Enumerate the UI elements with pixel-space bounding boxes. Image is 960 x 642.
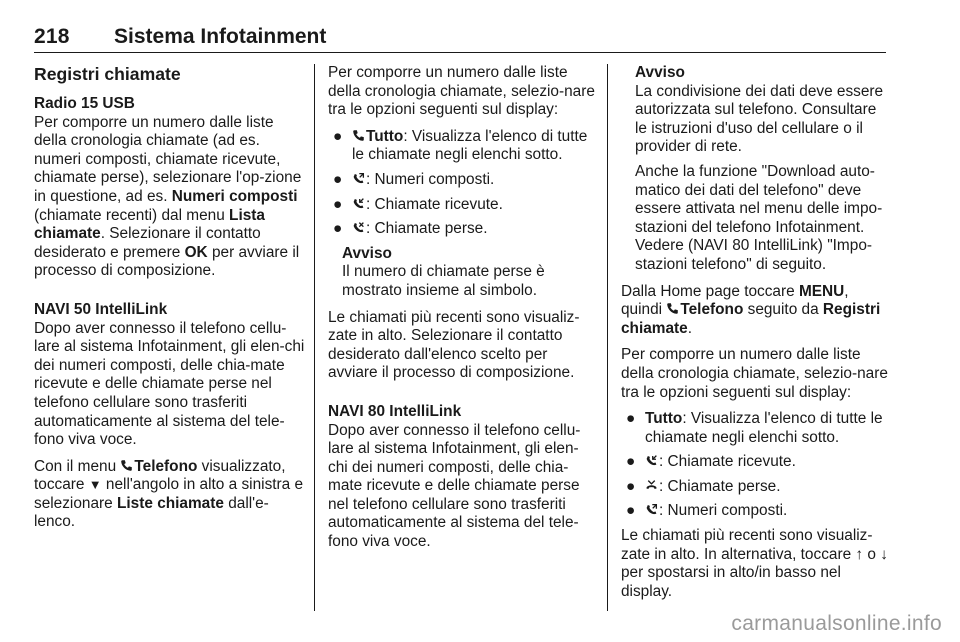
notice-title: Avviso	[635, 64, 685, 81]
telefono-label: Telefono	[134, 457, 198, 475]
column-2	[328, 64, 596, 560]
col2-bullet-list	[328, 128, 596, 239]
notice-title: Avviso	[342, 244, 392, 262]
page-title: Sistema Infotainment	[114, 25, 327, 48]
list-item: ● Tutto: Visualizza l'elenco di tutte le chiamate negli elenchi sotto.	[333, 127, 588, 164]
page-header	[34, 25, 886, 53]
navi80-paragraph: Dopo aver connesso il telefono cellu-lare al sistema Infotainment, gli elen-chi dei numeri composti, delle chia-mate ricevute e delle chiamate perse nel telefono cellulare sono trasferiti automaticamente al sistema del tele-fono viva voce.	[328, 421, 581, 551]
column-divider-2	[607, 64, 608, 611]
tutto-label: Tutto	[645, 410, 683, 428]
numeri-composti-label: Numeri composti	[171, 187, 298, 205]
col2-notice	[342, 245, 596, 301]
list-item: ● : Numeri composti.	[333, 170, 495, 188]
col2-intro: Per comporre un numero dalle liste della cronologia chiamate, selezio-nare tra le opzioni seguenti sul display:	[328, 64, 595, 119]
navi50-paragraph-1: Dopo aver connesso il telefono cellu-lare al sistema Infotainment, gli elen-chi dei numeri composti, delle chia-mate ricevute e delle chiamate perse nel telefono cellulare sono trasferiti automaticamente al sistema del tele-fono viva voce.	[34, 319, 305, 449]
column-1	[34, 64, 306, 540]
triangle-down-icon: ▼	[88, 477, 102, 493]
radio-heading: Radio 15 USB	[34, 95, 135, 112]
watermark: carmanualsonline.info	[731, 612, 942, 635]
outgoing-call-icon	[645, 503, 658, 516]
phone-icon	[666, 302, 679, 315]
arrow-up-icon: ↑	[855, 545, 864, 563]
navi80-heading: NAVI 80 IntelliLink	[328, 402, 462, 420]
phone-icon	[352, 129, 365, 142]
phone-icon	[120, 459, 133, 472]
missed-call-icon	[352, 221, 365, 234]
notice-paragraph-2: Anche la funzione "Download auto-matico dei dati del telefono" deve essere attivata nel menu delle impo-stazioni del telefono Infotainment. Vedere (NAVI 80 IntelliLink) "Impo-stazioni telefono" di seguito.	[635, 162, 883, 273]
col3-bullet-list	[621, 410, 889, 521]
col3-recent-paragraph: Le chiamati più recenti sono visualiz-zate in alto. In alternativa, toccare ↑ o ↓ per spostarsi in alto/in basso nel display.	[621, 527, 888, 600]
registri-chiamate-label: Registri chiamate	[621, 301, 881, 337]
list-item: ● : Numeri composti.	[626, 502, 788, 520]
header-rule	[34, 52, 886, 53]
liste-chiamate-label: Liste chiamate	[117, 494, 224, 512]
telefono-label: Telefono	[680, 301, 744, 319]
list-item: ● : Chiamate perse.	[333, 220, 488, 238]
col3-intro: Per comporre un numero dalle liste della cronologia chiamate, selezio-nare tra le opzioni seguenti sul display:	[621, 346, 888, 401]
outgoing-call-icon	[352, 172, 365, 185]
column-divider-1	[314, 64, 315, 611]
list-item: ● : Chiamate ricevute.	[333, 195, 503, 213]
menu-label: MENU	[798, 282, 845, 300]
column-3	[621, 64, 889, 609]
notice-paragraph-1: La condivisione dei dati deve essere autorizzata sul telefono. Consultare le istruzioni d'uso del cellulare o il provider di rete.	[635, 82, 884, 156]
missed-call-icon	[645, 479, 658, 492]
col3-notice	[635, 64, 889, 275]
list-item: ● : Chiamate perse.	[626, 477, 781, 495]
arrow-down-icon: ↓	[880, 545, 888, 563]
navi50-paragraph-2: Con il menu Telefono visualizzato, toccare ▼ nell'angolo in alto a sinistra e selezionare Liste chiamate dall'e-lenco.	[34, 457, 304, 531]
home-paragraph: Dalla Home page toccare MENU, quindi Telefono seguito da Registri chiamate.	[621, 282, 881, 337]
list-item: ● Tutto: Visualizza l'elenco di tutte le chiamate negli elenchi sotto.	[626, 410, 883, 446]
tutto-label: Tutto	[366, 127, 404, 145]
page-number: 218	[34, 25, 70, 48]
lista-chiamate-label: Lista chiamate	[34, 206, 265, 243]
ok-label: OK	[184, 243, 208, 261]
incoming-call-icon	[645, 454, 658, 467]
incoming-call-icon	[352, 197, 365, 210]
radio-paragraph: Per comporre un numero dalle liste della cronologia chiamate (ad es. numeri composti, chiamate ricevute, chiamate perse), selezionare l'op-zione in questione, ad es. Numeri composti (chiamate recenti) dal menu Lista chiamate. Selezionare il contatto desiderato e premere OK per avviare il processo di composizione.	[34, 113, 302, 280]
notice-text: Il numero di chiamate perse è mostrato insieme al simbolo.	[342, 263, 545, 299]
list-item: ● : Chiamate ricevute.	[626, 453, 796, 471]
section-title: Registri chiamate	[34, 64, 181, 84]
navi50-heading: NAVI 50 IntelliLink	[34, 300, 168, 318]
col2-recent-paragraph: Le chiamati più recenti sono visualiz-zate in alto. Selezionare il contatto desiderato dall'elenco scelto per avviare il processo di composizione.	[328, 308, 580, 382]
